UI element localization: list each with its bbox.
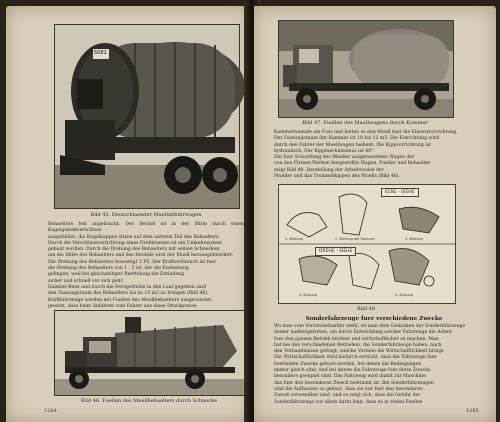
figure-48-diagram [278, 184, 456, 304]
text-line: Durch die Verschlussvorrichtung eines Drehkranzes ist ein Umkehrsystem [48, 240, 222, 246]
text-line: sind die Aufbauten so gebaut, dass sie nur fuer den besonderen [274, 386, 423, 392]
ecke-siehe-label: ECKE - SIEHE [381, 188, 419, 197]
text-line: Wo man vom Vorratsbehaelter steht, ist man dem Gedanken der Sonderfahrzeuge [274, 324, 466, 329]
text-line: Der Fassungsraum der Kammer ist 10 bis 12 m3. Die Einrichtung wird [274, 136, 440, 142]
text-line: besonders geeignet sind. Das Fahrzeug wird damit zur Maschine, [274, 374, 428, 380]
figure-48-caption: Bild 48 [356, 306, 376, 312]
text-line: durch den Fahrer der Muellwagen bedient. Die Kippvorrichtung ist [274, 142, 431, 148]
section-body-text [274, 324, 474, 406]
figure-46-caption: Bild 46. Fuellen des Muellbehaelters durch Schnecke [81, 398, 217, 404]
stage-label: 2. Stellung der Trommel [335, 237, 375, 241]
text-line: hydraulisch. Der Kippmechanismus ist 60°. [274, 148, 375, 154]
text-line: Behaelters fest angebracht. Der Deckel ist in der Mitte durch einen Kugelgelenkverschluss [48, 222, 244, 234]
stage-label: 1. Stellung [285, 237, 303, 241]
left-body-text [48, 222, 244, 309]
text-line: Die Drehung des Behaelters benoetigt 3 PS. Der Kraftverbrauch ist fuer [48, 259, 217, 265]
text-line: die Drehung des Behaelters von 1 : 5 ist, der die Entleerung [48, 266, 189, 272]
text-line: von den Firmen-Werken hergestellte Wagen, Fueller und Behaelter [274, 161, 431, 167]
text-line: Sonderfahrzeuge vor allem darin liegt, dass es in vielen Faellen [274, 399, 423, 405]
text-line: fuer den ganzen Betrieb leichter und wirtschaftlicher zu machen. Man [274, 336, 439, 342]
figure-47-caption: Bild 47. Fuellen des Muellwagens durch Kammer [302, 120, 428, 126]
left-page-number: 1284 [44, 408, 57, 414]
text-line: immer naehergetreten, um durch Entwicklung solcher Fahrzeuge die Arbeit [274, 330, 452, 336]
text-line: ausgebildet; die Kugelkappen sitzen auf dem unteren Teil des Behaelters. [48, 234, 220, 240]
figure-garbage-truck-photo [54, 310, 246, 396]
text-line: bestimmte Zwecke gebaut werden, bei denen die Bedingungen [274, 361, 422, 367]
garbage-truck-illustration [55, 311, 245, 395]
tanker-truck-illustration [55, 25, 239, 208]
left-page [6, 6, 250, 422]
loading-mechanism-sketch [279, 185, 455, 303]
license-plate: 5081 [94, 50, 107, 56]
right-page [254, 6, 496, 422]
text-line: hat bei den verschiedenen Betrieben, die Sonderfahrzeuge haben, nach [274, 342, 442, 348]
text-line: um die Mitte des Behaelters und des Deckels wird der Muell herausgefoerdert. [48, 253, 234, 259]
figure-tanker-truck-photo [54, 24, 240, 209]
text-line: Daimler-Benz und durch die Ferngetriebe in den Lauf gegeben sind [48, 284, 206, 290]
drehe-siehe-label: DREHE - SIEHE [315, 247, 356, 256]
text-line: Die fuer Schuettung des Mueller ausgeruesteten Wagen der [274, 155, 415, 161]
text-line: das fuer den besonderen Zweck bestimmt ist. Bei Sonderfahrzeugen [274, 380, 435, 386]
text-line: Zweck verwendbar sind, und es zeigt sich, dass die Gefahr der [274, 393, 421, 399]
figure-45-caption: Bild 45. Deutschlaender Muellabfuhrwagen [90, 212, 202, 218]
text-line: Mueller und das Trommelkippen des Muells (Bild 48). [274, 174, 400, 180]
text-line: den Fassungsraum des Behaelters bis zu 10 m3 zu bringen (Bild 46). [48, 291, 209, 297]
stage-label: 4. Stellung [299, 293, 317, 297]
stage-label: 5. Stellung [395, 293, 413, 297]
text-line: immer gleich sind, und bei denen die Fahrzeuge fuer diese Zwecke [274, 368, 431, 374]
right-body-text [274, 130, 474, 180]
text-line: gelingen, weil bei gleichzeitiger Ruettelung die Entladung [48, 272, 185, 278]
section-heading: Sonderfahrzeuge fuer verschiedene Zwecke [305, 316, 443, 322]
right-page-number: 1285 [466, 408, 479, 414]
text-line: gebaut worden. Durch die Drehung des Behaelters mit seinen Schnecken [48, 247, 220, 253]
compactor-truck-illustration [279, 21, 453, 117]
text-line: Die Wirtschaftlichkeit wird dadurch erreicht, dass die Fahrzeuge fuer [274, 355, 437, 361]
text-line: Kammerwaende am Fuss und bieten so den Muell fuer die Einsetzvorrichtung. [274, 130, 458, 135]
text-line: sicher und schnell vor sich geht. [48, 278, 124, 284]
figure-compactor-truck-photo [278, 20, 454, 118]
text-line: zeigt Bild 48. Darstellung der Arbeitsweise der [274, 167, 384, 173]
stage-label: 3. Stellung [405, 237, 423, 241]
text-line: gesetzt, dass beim Anfahren vom Fahrer aus diese Druckpresse [48, 303, 197, 309]
text-line: den Verhaeltnissen gefragt, welche Vorteile die Wirtschaftlichkeit bringt. [274, 349, 445, 355]
text-line: Kraftfahrzeuge werden mit Fuellen des Muellbehaelters ausgeruestet; [48, 297, 213, 303]
